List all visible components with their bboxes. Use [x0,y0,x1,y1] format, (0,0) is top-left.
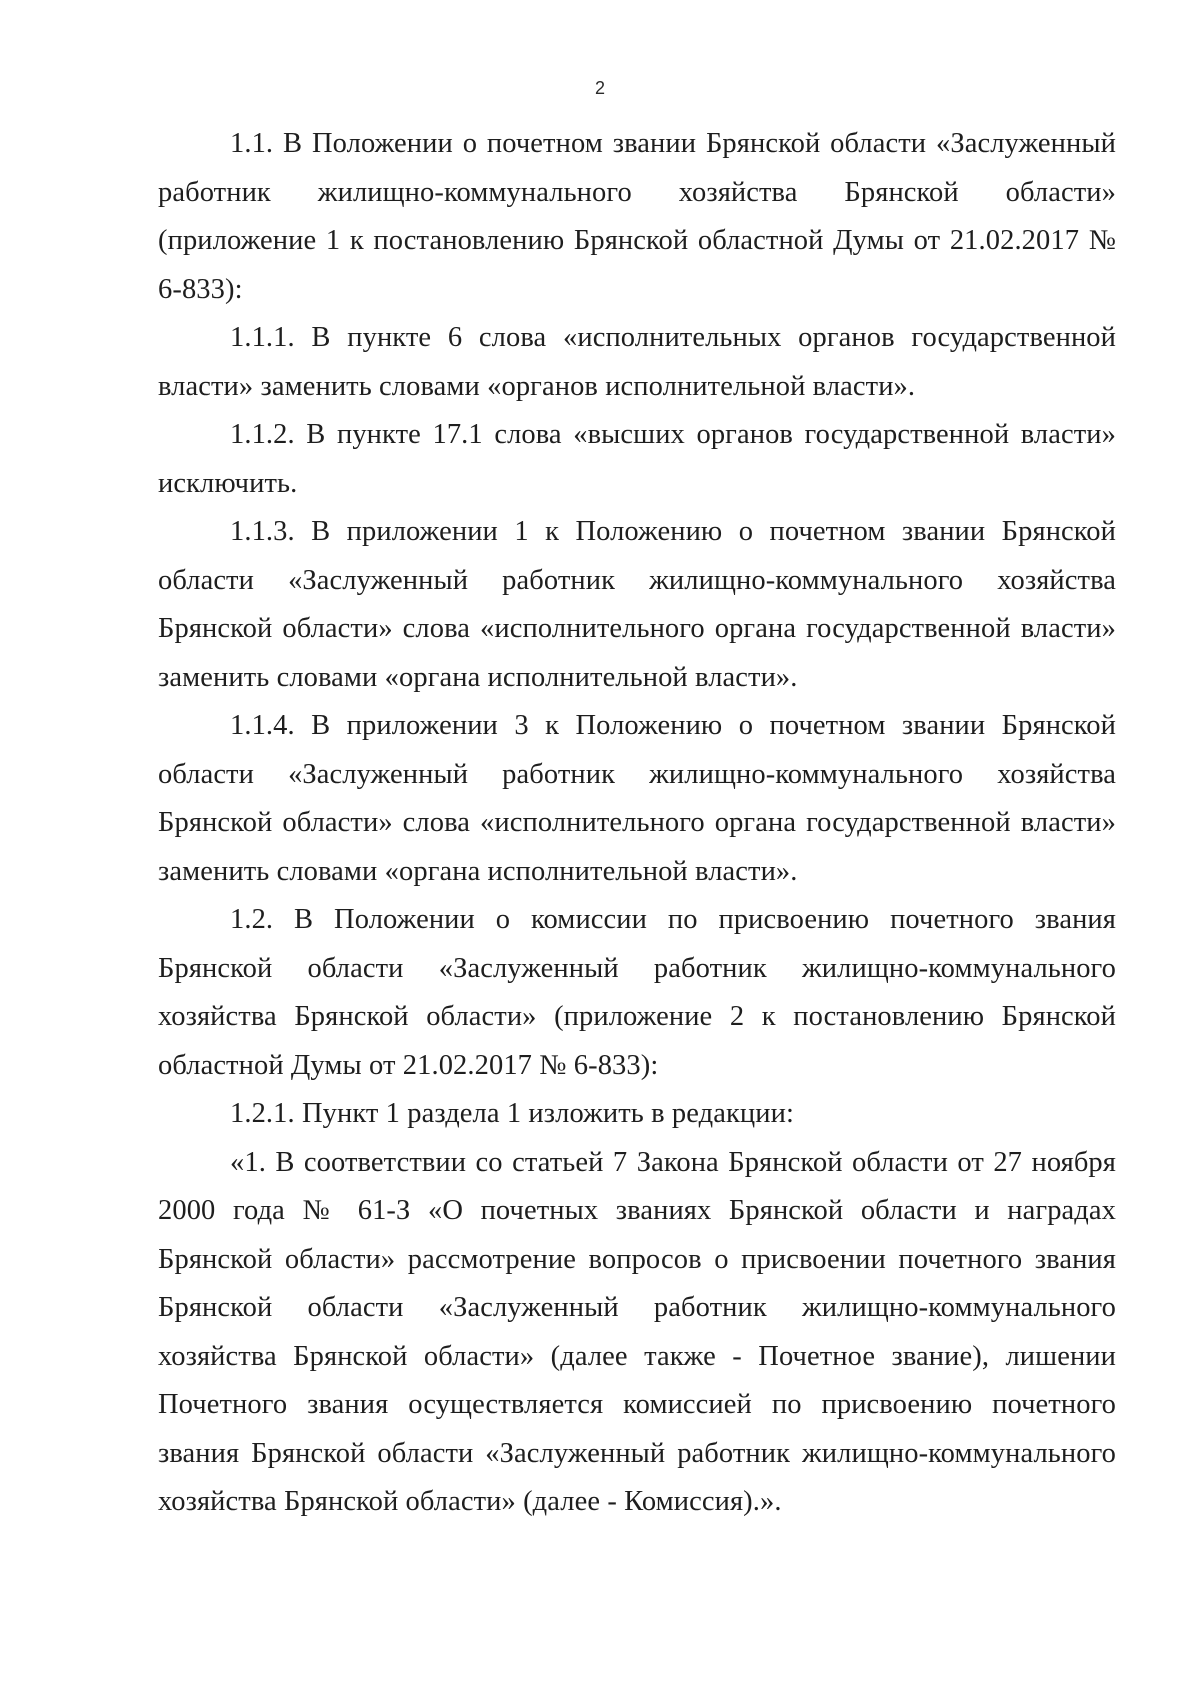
page-number: 2 [594,78,605,98]
paragraph-1-2: 1.2. В Положении о комиссии по присвоению почетного звания Брянской области «Заслуженный работник жилищно-коммунального хозяйства Брянской области» (приложение 2 к постановлению Брянской областной Думы от 21.02.2017 № 6-833): [158,904,1116,1081]
paragraph-1-1-4: 1.1.4. В приложении 3 к Положению о почетном звании Брянской области «Заслуженный работник жилищно-коммунального хозяйства Брянской области» слова «исполнительного органа государственной власти» заменить словами «органа исполнительной власти». [158,710,1116,887]
paragraph-1-1-2: 1.1.2. В пункте 17.1 слова «высших органов государственной власти» исключить. [158,419,1116,499]
paragraph-1-1-3: 1.1.3. В приложении 1 к Положению о почетном звании Брянской области «Заслуженный работник жилищно-коммунального хозяйства Брянской области» слова «исполнительного органа государственной власти» заменить словами «органа исполнительной власти». [158,516,1116,693]
quoted-paragraph-1: «1. В соответствии со статьей 7 Закона Брянской области от 27 ноября 2000 года № 61-З «О почетных званиях Брянской области и наградах Брянской области» рассмотрение вопросов о присвоении почетного звания Брянской области «Заслуженный работник жилищно-коммунального хозяйства Брянской области» (далее также - Почетное звание), лишении Почетного звания осуществляется комиссией по присвоению почетного звания Брянской области «Заслуженный работник жилищно-коммунального хозяйства Брянской области» (далее - Комиссия).». [158,1146,1116,1517]
paragraph-1-1-1: 1.1.1. В пункте 6 слова «исполнительных органов государственной власти» заменить словами «органов исполнительной власти». [158,322,1116,402]
paragraph-1-2-1: 1.2.1. Пункт 1 раздела 1 изложить в редакции: [230,1098,794,1129]
paragraph-1-1: 1.1. В Положении о почетном звании Брянской области «Заслуженный работник жилищно-коммунального хозяйства Брянской области» (приложение 1 к постановлению Брянской областной Думы от 21.02.2017 № 6-833): [158,128,1116,305]
document-body [158,120,1116,1527]
